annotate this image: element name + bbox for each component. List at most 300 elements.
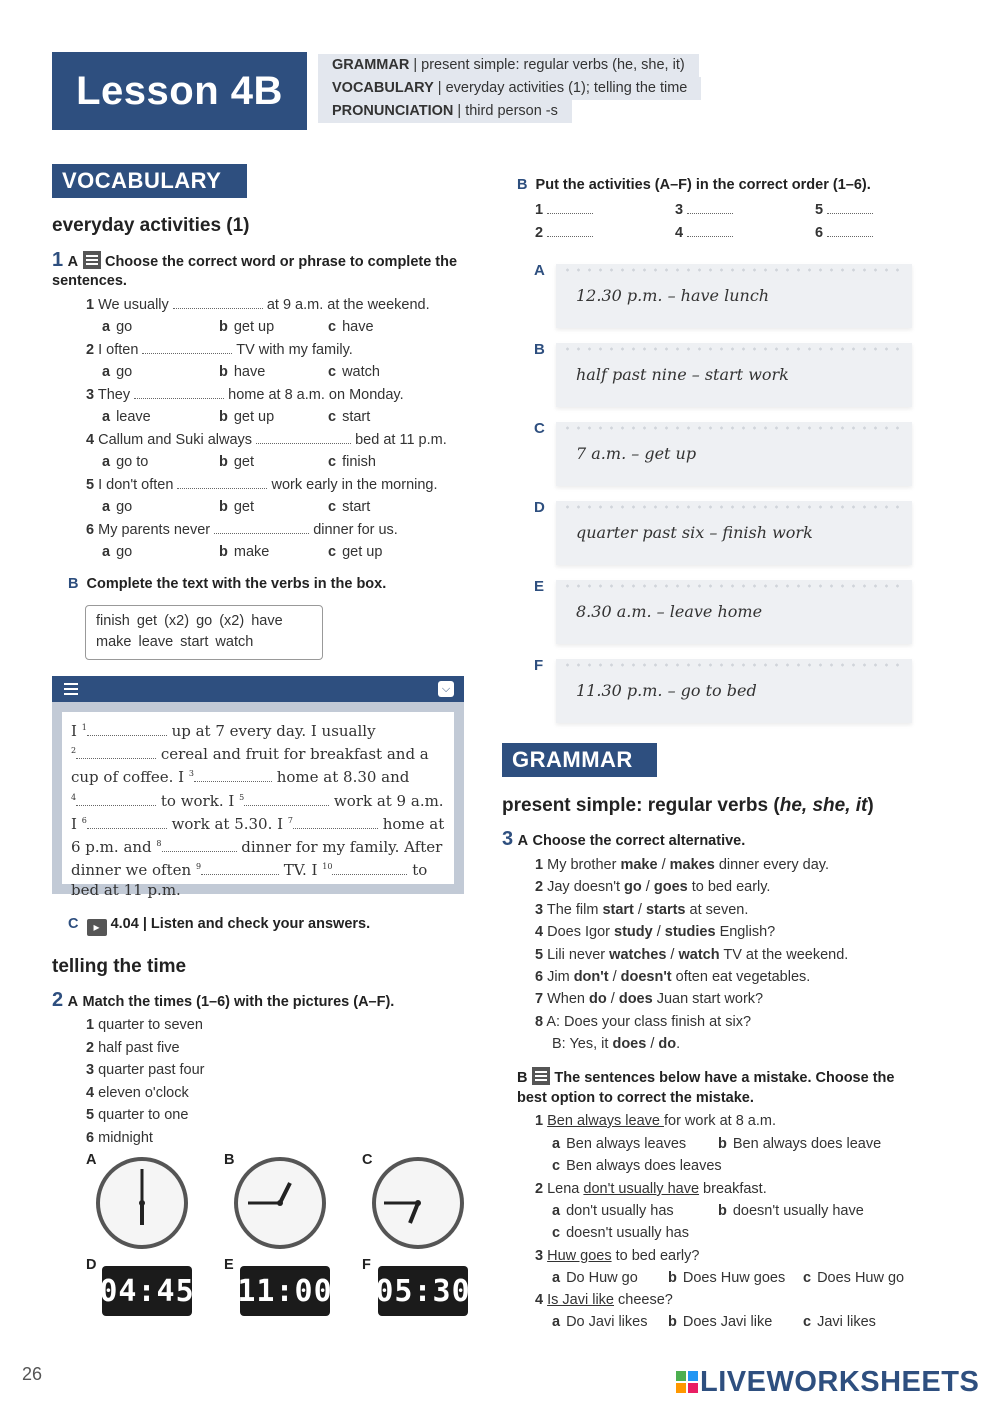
option-text: Does Huw goes (682, 1270, 786, 1286)
option-text: make (233, 544, 270, 560)
text-segment: to (407, 861, 428, 880)
note-perforation (562, 426, 906, 430)
option-c[interactable] (328, 409, 370, 425)
time-subhead: telling the time (52, 956, 187, 977)
item-number: 4 (535, 924, 544, 941)
option-c[interactable] (803, 1270, 904, 1286)
option-letter: c (328, 319, 337, 335)
option-letter: c (552, 1158, 561, 1174)
slot-number: 3 (675, 202, 684, 218)
item-text: Juan start work? (652, 991, 764, 1008)
option-letter: b (219, 499, 228, 515)
option-text: Ben always does leave (732, 1136, 882, 1152)
alternative-2[interactable]: watch (678, 946, 720, 963)
q2a-instruction: 2 A Match the times (1–6) with the pictures (A–F). (52, 989, 395, 1011)
option-text: get (233, 499, 255, 515)
option-b[interactable] (718, 1136, 881, 1152)
grammar-item: 1 My brother make / makes dinner every day. (535, 857, 829, 873)
option-a[interactable] (552, 1270, 638, 1286)
gap-blank[interactable] (332, 863, 407, 875)
vocab-item (86, 387, 404, 403)
option-text: Ben always does leaves (566, 1158, 722, 1174)
q3b-instruction: B The sentences below have a mistake. Choose the best option to correct the mistake. (517, 1067, 917, 1108)
gap-blank[interactable] (87, 724, 167, 736)
vocabulary-tag: VOCABULARY | everyday activities (1); telling the time (318, 77, 701, 100)
gap-number: 3 (188, 769, 194, 779)
option-text: doesn't usually has (566, 1225, 689, 1241)
option-a[interactable] (102, 499, 132, 515)
option-letter: b (219, 319, 228, 335)
note-text: 11.30 p.m. – go to bed (576, 681, 757, 700)
mistake-underlined: don't usually have (583, 1181, 700, 1197)
item-number: 2 (535, 1181, 544, 1197)
alternative-2[interactable]: goes (653, 879, 688, 896)
item-text: midnight (98, 1129, 153, 1146)
option-text: get (233, 454, 255, 470)
option-letter: c (328, 454, 337, 470)
chevron-down-icon: ⌵ (438, 681, 454, 697)
text-segment: up at 7 every day. I usually (166, 722, 376, 740)
item-number: 5 (86, 1107, 95, 1123)
option-b[interactable] (668, 1314, 772, 1330)
alternative-2[interactable]: studies (664, 924, 716, 941)
activity-note (556, 422, 912, 486)
gap-number: 9 (195, 862, 202, 872)
option-c[interactable] (328, 319, 374, 335)
alternative-2[interactable]: makes (669, 857, 715, 873)
alternative-1[interactable]: start (602, 901, 634, 918)
option-c[interactable] (328, 499, 370, 515)
option-c[interactable] (328, 454, 376, 470)
item-number: 8 (535, 1013, 544, 1030)
option-text: go (116, 544, 133, 560)
option-letter: a (102, 364, 111, 380)
option-b[interactable] (718, 1203, 864, 1219)
answer-blank[interactable] (256, 432, 351, 444)
grammar-item (535, 1014, 751, 1030)
option-letter: c (803, 1270, 812, 1286)
item-number: 3 (535, 901, 544, 918)
option-text: start (342, 409, 371, 425)
option-letter: a (102, 544, 111, 560)
note-text: 12.30 p.m. – have lunch (576, 286, 770, 305)
q1b-instruction: B Complete the text with the verbs in the box. (68, 576, 387, 592)
gap-number: 1 (81, 723, 87, 732)
note-label: F (534, 657, 544, 674)
item-text: Callum and Suki always (98, 432, 253, 448)
item-number: 4 (86, 432, 95, 448)
item-text: I often (98, 342, 139, 358)
option-text: go to (116, 454, 149, 470)
item-text: Lili never (547, 946, 610, 963)
item-text: quarter to one (98, 1107, 189, 1123)
lesson-title: Lesson 4B (52, 52, 307, 130)
menu-icon (64, 683, 78, 685)
option-letter: c (803, 1314, 812, 1330)
time-item (86, 1085, 189, 1101)
item-number: 4 (535, 1292, 544, 1308)
item-text: eleven o'clock (98, 1084, 189, 1101)
word-box (85, 605, 323, 660)
alternative-2[interactable]: starts (645, 901, 686, 918)
item-text: Jay doesn't (547, 879, 625, 896)
option-c[interactable] (328, 364, 380, 380)
vocab-subhead: everyday activities (1) (52, 215, 250, 236)
item-text: TV at the weekend. (719, 946, 849, 963)
item-text: I don't often (98, 477, 174, 493)
item-text: When (547, 991, 590, 1008)
note-label: B (534, 341, 545, 358)
order-slot (815, 202, 873, 218)
grammar-item: 2 Jay doesn't go / goes to bed early. (535, 879, 771, 896)
option-text: have (233, 364, 266, 380)
order-blank[interactable] (547, 202, 593, 214)
digital-clock-d: 04:45 (102, 1266, 192, 1316)
activity-note (556, 501, 912, 565)
item-text: home at 8 a.m. on Monday. (228, 387, 404, 403)
item-text: My parents never (98, 522, 211, 538)
time-item (86, 1062, 205, 1078)
item-text: They (97, 387, 131, 403)
option-a[interactable] (102, 319, 132, 335)
gap-number: 4 (71, 792, 77, 802)
activity-note (556, 264, 912, 328)
item-number: 1 (535, 1113, 544, 1129)
answer-blank[interactable] (173, 297, 263, 309)
activity-note (556, 580, 912, 644)
option-text: go (116, 319, 133, 335)
vocab-item (86, 432, 447, 448)
alternative-1[interactable]: watches (609, 946, 667, 963)
item-number: 3 (86, 1062, 95, 1078)
option-c[interactable] (552, 1225, 689, 1241)
option-letter: b (219, 409, 228, 425)
activity-note (556, 343, 912, 407)
pronunciation-tag: PRONUNCIATION | third person -s (318, 100, 572, 123)
phone-bar (52, 676, 464, 702)
note-perforation (562, 663, 906, 667)
option-text: Does Javi like (682, 1314, 773, 1330)
alternative-1[interactable]: don't (573, 969, 609, 985)
item-number: 2 (86, 342, 95, 358)
option-b[interactable] (219, 319, 274, 335)
item-text: The film (546, 901, 603, 918)
item-number: 3 (535, 1248, 544, 1264)
note-text: 8.30 a.m. – leave home (576, 602, 763, 621)
item-text: to bed early. (687, 879, 771, 896)
item-number: 2 (535, 879, 544, 896)
text-segment: cup of coffee. I (71, 768, 189, 787)
item-text: at seven. (685, 901, 749, 918)
gap-blank[interactable] (76, 794, 156, 806)
answer-blank[interactable] (214, 522, 309, 534)
text-line (71, 788, 445, 811)
grammar-item: 4 Does Igor study / studies English? (535, 924, 776, 941)
gap-number: 6 (81, 815, 87, 825)
option-letter: a (102, 454, 111, 470)
worksheet-icon (532, 1067, 550, 1085)
grammar-item-8b: B: Yes, it does / do. (552, 1036, 681, 1052)
option-letter: a (102, 499, 111, 515)
grammar-item: 5 Lili never watches / watch TV at the weekend. (535, 946, 849, 963)
mistake-item (535, 1113, 776, 1129)
item-text: English? (715, 924, 776, 941)
option-a[interactable] (102, 454, 148, 470)
q1c-instruction: C ▸ 4.04 | Listen and check your answers. (68, 916, 371, 934)
item-number: 1 (86, 297, 95, 313)
option-b[interactable] (668, 1270, 785, 1286)
option-letter: a (552, 1203, 561, 1219)
option-a[interactable] (102, 409, 151, 425)
pic-label-b: B (224, 1152, 235, 1168)
gap-number: 7 (287, 815, 293, 825)
option-a[interactable] (552, 1136, 686, 1152)
q1a-instruction: 1 A Choose the correct word or phrase to complete the sentences. (52, 249, 458, 289)
pic-label-d: D (86, 1257, 97, 1273)
option-letter: b (718, 1136, 727, 1152)
item-text: work early in the morning. (271, 477, 438, 493)
option-text: Does Huw go (817, 1270, 905, 1286)
answer-blank[interactable] (177, 477, 267, 489)
text-segment: work at 5.30. I (166, 814, 288, 833)
item-text: Jim (547, 969, 574, 985)
option-text: watch (342, 364, 380, 380)
time-item (86, 1040, 180, 1056)
order-slot (535, 225, 593, 241)
item-number: 6 (535, 969, 544, 985)
text-segment: work at 9 a.m. (329, 791, 444, 810)
mistake-item (535, 1248, 699, 1264)
item-number: 4 (86, 1084, 95, 1101)
text-segment: dinner we often (71, 861, 196, 880)
item-text: dinner every day. (714, 857, 829, 873)
gap-blank[interactable] (194, 770, 272, 782)
worksheet-icon (83, 251, 101, 269)
text-segment: TV. I (279, 861, 323, 880)
text-segment: to work. I (156, 791, 240, 810)
order-blank[interactable] (687, 202, 733, 214)
option-letter: b (668, 1270, 677, 1286)
option-letter: c (328, 499, 337, 515)
alternative-1[interactable]: go (624, 879, 642, 896)
vocab-item (86, 342, 353, 358)
slot-number: 4 (675, 225, 684, 241)
note-label: E (534, 578, 545, 595)
option-b[interactable] (219, 364, 265, 380)
text-segment: I (71, 722, 82, 740)
alternative-1[interactable]: do (589, 991, 607, 1008)
slot-number: 1 (535, 202, 544, 218)
item-text: quarter to seven (98, 1017, 203, 1033)
item-text: breakfast. (699, 1181, 767, 1197)
alternative-2[interactable]: doesn't (620, 969, 672, 985)
q3a-instruction: 3 A Choose the correct alternative. (502, 828, 746, 850)
option-a[interactable] (552, 1314, 647, 1330)
text-segment: bed at 11 p.m. (71, 881, 181, 900)
order-slot (675, 225, 733, 241)
gap-blank[interactable] (87, 817, 167, 829)
gap-blank[interactable] (293, 817, 378, 829)
option-b[interactable] (219, 544, 269, 560)
word-box-line1: finish get (x2) go (x2) have (96, 613, 283, 629)
option-c[interactable] (328, 544, 382, 560)
item-number: 5 (86, 477, 95, 493)
item-text: A: Does your class finish at six? (546, 1013, 752, 1030)
mistake-underlined: Is Javi like (547, 1292, 614, 1308)
digital-clock-e: 11:00 (240, 1266, 330, 1316)
option-text: Do Huw go (566, 1270, 638, 1286)
note-perforation (562, 268, 906, 272)
gap-blank[interactable] (162, 840, 237, 852)
option-b[interactable] (219, 454, 254, 470)
alternative-1[interactable]: study (614, 924, 653, 941)
option-text: finish (342, 454, 376, 470)
text-line (71, 718, 445, 741)
option-letter: a (552, 1270, 561, 1286)
text-segment: 6 p.m. and (71, 838, 157, 857)
word-box-line2: make leave start watch (96, 634, 254, 650)
option-c[interactable] (552, 1158, 722, 1174)
gap-fill-text (62, 712, 454, 900)
option-text: get up (342, 544, 383, 560)
note-perforation (562, 505, 906, 509)
lesson-tags (318, 54, 701, 123)
alternative-1[interactable]: make (620, 857, 658, 873)
note-text: 7 a.m. – get up (576, 444, 697, 463)
text-segment: home at 8.30 and (271, 768, 410, 787)
item-text: Lena (547, 1181, 584, 1197)
slot-number: 2 (535, 225, 544, 241)
option-a[interactable] (552, 1203, 674, 1219)
note-perforation (562, 584, 906, 588)
gap-number: 10 (322, 862, 333, 872)
logo-icon (676, 1371, 698, 1393)
option-b[interactable] (219, 409, 274, 425)
grammar-item: 7 When do / does Juan start work? (535, 991, 764, 1008)
gap-number: 2 (71, 746, 77, 756)
option-text: Do Javi likes (566, 1314, 648, 1330)
text-segment: I (71, 814, 82, 833)
gap-number: 5 (239, 792, 245, 802)
time-item (86, 1017, 203, 1033)
vocab-item (86, 297, 430, 313)
option-text: don't usually has (566, 1203, 674, 1219)
order-slot (675, 202, 733, 218)
option-a[interactable] (102, 544, 132, 560)
option-text: have (342, 319, 374, 335)
grammar-subhead: present simple: regular verbs (he, she, it) (502, 795, 874, 816)
answer-blank[interactable] (134, 387, 224, 399)
option-c[interactable] (803, 1314, 876, 1330)
pic-label-f: F (362, 1257, 371, 1273)
item-text: My brother (547, 857, 621, 873)
item-number: 6 (86, 522, 95, 538)
option-b[interactable] (219, 499, 254, 515)
item-text: TV with my family. (236, 342, 353, 358)
mistake-underlined: Ben always leave (547, 1113, 664, 1129)
text-segment: home at (377, 814, 445, 833)
grammar-item: 6 Jim don't / doesn't often eat vegetables. (535, 969, 811, 985)
pic-label-a: A (86, 1152, 97, 1168)
answer-blank[interactable] (142, 342, 232, 354)
item-number: 1 (535, 857, 544, 873)
item-text: quarter past four (98, 1062, 205, 1078)
page-number: 26 (22, 1364, 43, 1384)
order-blank[interactable] (687, 225, 733, 237)
order-blank[interactable] (827, 202, 873, 214)
order-blank[interactable] (547, 225, 593, 237)
gap-blank[interactable] (76, 747, 156, 759)
note-label: A (534, 262, 545, 279)
alternative-2[interactable]: does (618, 991, 653, 1008)
option-text: start (342, 499, 371, 515)
option-a[interactable] (102, 364, 132, 380)
analog-clock-a (96, 1157, 188, 1249)
note-text: half past nine – start work (576, 365, 789, 384)
item-number: 5 (535, 946, 544, 963)
liveworksheets-logo: LIVEWORKSHEETS (676, 1366, 979, 1399)
order-instruction: B Put the activities (A–F) in the correct order (1–6). (517, 177, 871, 193)
text-line (71, 811, 445, 834)
item-text: dinner for us. (313, 522, 398, 538)
text-line (71, 741, 445, 764)
pic-label-e: E (224, 1257, 234, 1273)
option-text: go (116, 499, 133, 515)
item-text: bed at 11 p.m. (355, 432, 447, 448)
option-letter: b (668, 1314, 677, 1330)
option-text: Javi likes (817, 1314, 876, 1330)
vocab-item (86, 477, 438, 493)
item-text: half past five (98, 1039, 180, 1056)
item-number: 7 (535, 991, 544, 1008)
analog-clock-b (234, 1157, 326, 1249)
option-text: go (116, 364, 133, 380)
order-slot (535, 202, 593, 218)
gap-number: 8 (156, 839, 162, 849)
grammar-banner: GRAMMAR (502, 743, 657, 777)
option-text: doesn't usually have (732, 1203, 864, 1219)
option-text: Ben always leaves (566, 1136, 687, 1152)
audio-icon[interactable]: ▸ (87, 919, 107, 936)
gap-blank[interactable] (201, 863, 279, 875)
gap-blank[interactable] (244, 794, 329, 806)
option-text: leave (116, 409, 151, 425)
option-letter: b (219, 364, 228, 380)
grammar-item: 3 The film start / starts at seven. (535, 901, 749, 918)
item-text: We usually (98, 297, 169, 313)
mistake-item (535, 1292, 673, 1308)
item-text: for work at 8 a.m. (663, 1113, 776, 1129)
time-item (86, 1107, 188, 1123)
option-letter: c (328, 364, 337, 380)
mistake-underlined: Huw goes (547, 1248, 612, 1264)
order-blank[interactable] (827, 225, 873, 237)
option-letter: a (552, 1314, 561, 1330)
digital-clock-f: 05:30 (378, 1266, 468, 1316)
text-segment: cereal and fruit for breakfast and a (156, 745, 429, 764)
option-letter: b (718, 1203, 727, 1219)
item-number: 6 (86, 1129, 95, 1146)
vocabulary-banner: VOCABULARY (52, 164, 247, 198)
item-text: cheese? (614, 1292, 673, 1308)
mistake-item (535, 1181, 767, 1197)
vocab-item (86, 522, 398, 538)
item-number: 1 (86, 1017, 95, 1033)
option-text: get up (233, 409, 275, 425)
note-label: D (534, 499, 545, 516)
order-slot (815, 225, 873, 241)
item-text: Does Igor (547, 924, 615, 941)
